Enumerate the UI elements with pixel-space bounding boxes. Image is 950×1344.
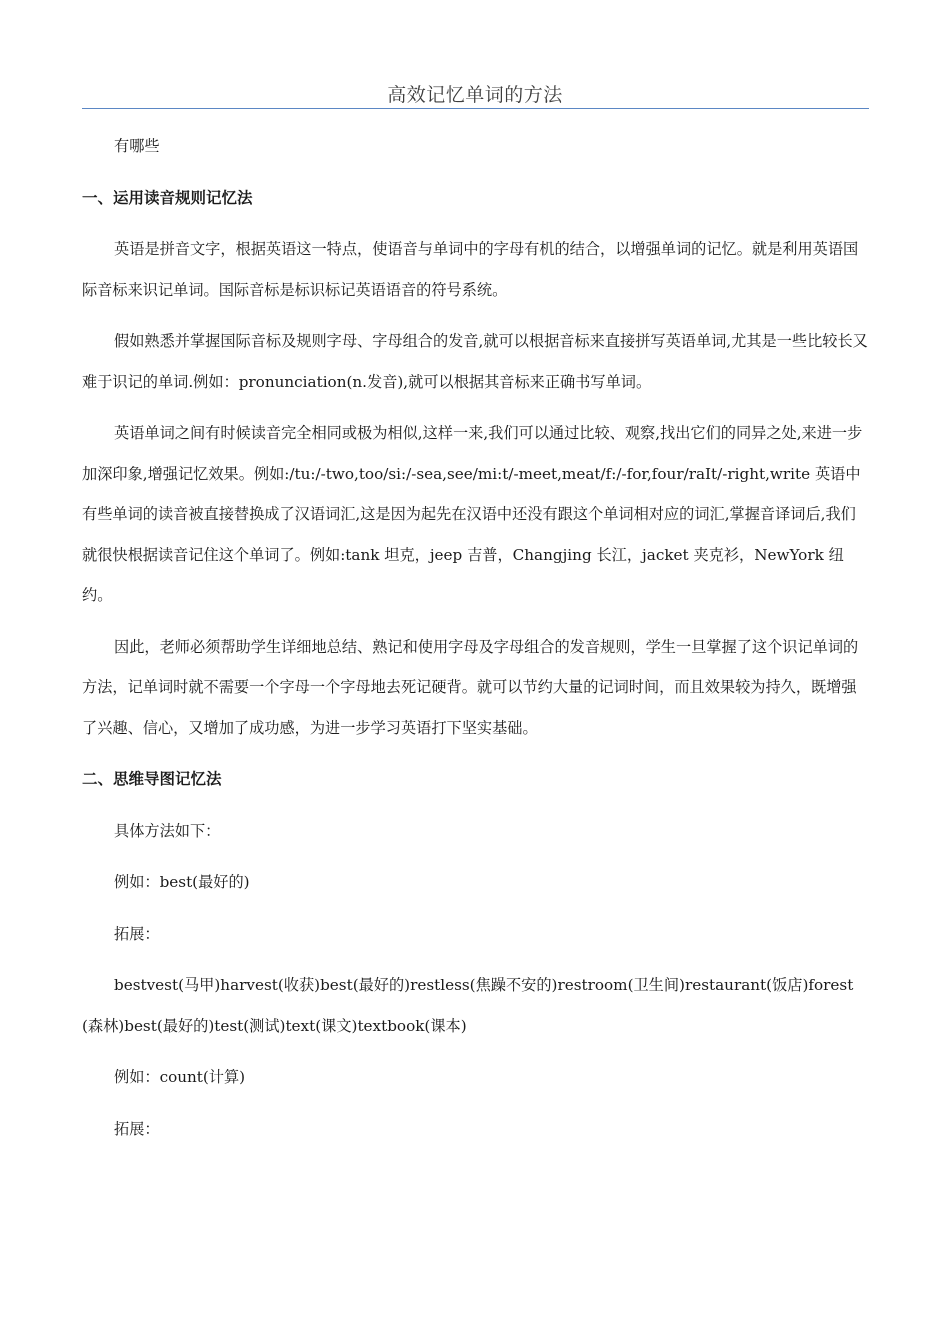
paragraph: 英语单词之间有时候读音完全相同或极为相似,这样一来,我们可以通过比较、观察,找出它们的同异之处,来进一步加深印象,增强记忆效果。例如:/tu:/-two,too/si:/-sea,see/mi:t/-meet,meat/f:/-for,four/raIt/-right,write 英语中有些单词的读音被直接替换成了汉语词汇,这是因为起先在汉语中还没有跟这个单词相对应的词汇,掌握音译词后,我们就很快根据读音记住这个单词了。例如:tank 坦克，jeep 吉普，Changjing 长江，jacket 夹克衫，NewYork 纽约。 bbox=[82, 424, 863, 604]
paragraph: 假如熟悉并掌握国际音标及规则字母、字母组合的发音,就可以根据音标来直接拼写英语单词,尤其是一些比较长又难于识记的单词.例如：pronunciation(n.发音),就可以根据其音标来正确书写单词。 bbox=[82, 332, 868, 391]
document-title: 高效记忆单词的方法 bbox=[387, 84, 563, 106]
section-heading-1: 一、运用读音规则记忆法 bbox=[82, 188, 253, 207]
intro-paragraph: 有哪些 bbox=[114, 137, 160, 155]
paragraph: 例如：count(计算) bbox=[114, 1068, 246, 1086]
paragraph: 英语是拼音文字，根据英语这一特点，使语音与单词中的字母有机的结合，以增强单词的记忆。就是利用英语国际音标来识记单词。国际音标是标识标记英语语音的符号系统。 bbox=[82, 240, 859, 299]
section-heading-2: 二、思维导图记忆法 bbox=[82, 770, 222, 788]
paragraph: 拓展： bbox=[114, 924, 160, 943]
paragraph: bestvest(马甲)harvest(收获)best(最好的)restless(焦躁不安的)restroom(卫生间)restaurant(饭店)forest(森林)best(最好的)test(测试)text(课文)textbook(课本) bbox=[82, 976, 854, 1035]
paragraph: 因此，老师必须帮助学生详细地总结、熟记和使用字母及字母组合的发音规则，学生一旦掌握了这个识记单词的方法，记单词时就不需要一个字母一个字母地去死记硬背。就可以节约大量的记词时间，而且效果较为持久，既增强了兴趣、信心，又增加了成功感，为进一步学习英语打下坚实基础。 bbox=[82, 637, 859, 737]
paragraph: 例如：best(最好的) bbox=[114, 873, 250, 891]
document-body bbox=[82, 126, 868, 1160]
title-underline bbox=[82, 108, 869, 109]
paragraph: 具体方法如下： bbox=[114, 821, 221, 840]
paragraph: 拓展： bbox=[114, 1119, 160, 1138]
